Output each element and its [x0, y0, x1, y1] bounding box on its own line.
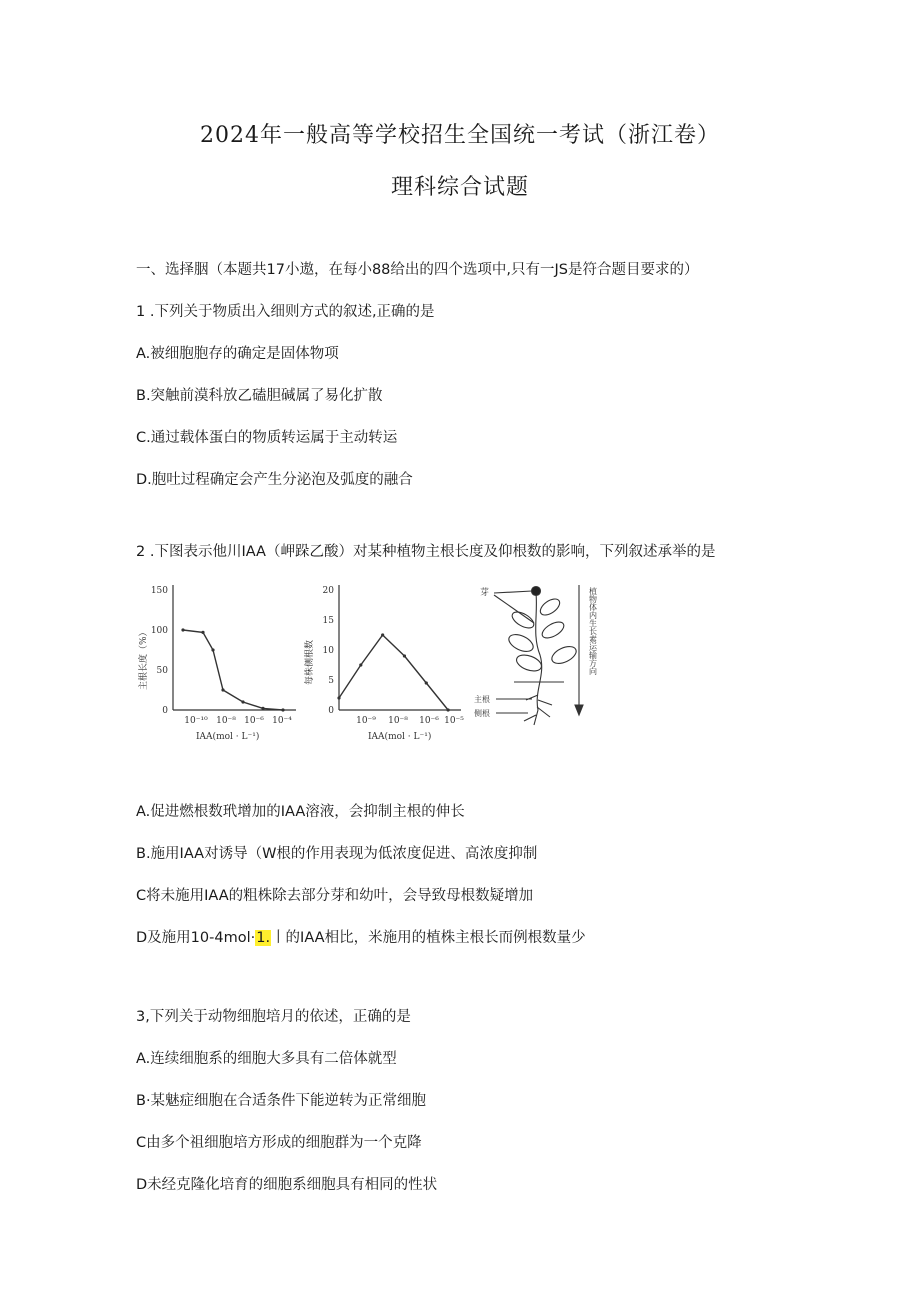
x-tick-label: 10⁻¹⁰ — [184, 716, 208, 726]
chart2-xlabel: IAA(mol · L⁻¹) — [368, 732, 432, 742]
exam-title: 2024年一般高等学校招生全国统一考试（浙江卷） — [200, 123, 720, 148]
data-point — [241, 700, 244, 703]
section-heading: 一、选择胭（本题共17小遨，在每小88给出的四个选项中,只有一JS是符合题目要求的） — [136, 262, 699, 278]
q3-option-d: D未经克隆化培育的细胞系细胞具有相同的性状 — [136, 1177, 438, 1193]
data-point — [211, 648, 214, 651]
plant-bud — [532, 587, 541, 596]
y-tick-label: 20 — [322, 586, 334, 596]
transport-arrow-head — [575, 705, 583, 715]
q1-option-c: C.通过载体蛋白的物质转运属于主动转运 — [136, 430, 398, 446]
q2-option-d-prefix: D及施用10-4mol· — [136, 930, 256, 946]
q2-option-c: C将未施用IAA的粗株除去部分芽和幼叶，会导致母根数疑增加 — [136, 888, 534, 904]
y-tick-label: 0 — [328, 706, 334, 716]
chart1 — [173, 585, 296, 710]
leaf — [510, 609, 537, 631]
data-point — [181, 628, 184, 631]
lateral-root-label: 侧根 — [474, 709, 490, 718]
data-point — [403, 654, 406, 657]
bud-pointer-2 — [494, 595, 534, 623]
y-tick-label: 100 — [150, 626, 168, 636]
leaf — [549, 643, 578, 667]
y-tick-label: 150 — [150, 586, 168, 596]
data-point — [281, 708, 284, 711]
data-point — [446, 708, 449, 711]
data-point — [201, 631, 204, 634]
x-tick-label: 10⁻⁸ — [216, 716, 236, 726]
main-root-label: 主根 — [474, 695, 490, 704]
y-tick-label: 10 — [322, 646, 334, 656]
q2-figure — [136, 575, 616, 750]
q1-option-b: B.突触前漠科放乙磕胆碱属了易化扩散 — [136, 388, 383, 404]
transport-direction-label: 植物体内生长素运输方向 — [588, 587, 598, 675]
q2-option-d-suffix: 丨的IAA相比，米施用的植株主根长而例根数量少 — [271, 930, 586, 946]
data-point — [261, 707, 264, 710]
chart2 — [339, 585, 461, 710]
q2-option-d — [136, 926, 586, 947]
data-point — [221, 688, 224, 691]
chart2-ylabel: 每株侧根数 — [305, 639, 315, 685]
x-tick-label: 10⁻⁶ — [244, 716, 264, 726]
x-tick-label: 10⁻⁴ — [272, 716, 292, 726]
q1-option-a: A.被细胞胞存的确定是固体物项 — [136, 346, 339, 362]
leaf — [506, 631, 535, 655]
q3-option-c: C由多个祖细胞培方形成的细胞群为一个克降 — [136, 1135, 422, 1151]
x-tick-label: 10⁻⁶ — [419, 716, 439, 726]
chart1-xlabel: IAA(mol · L⁻¹) — [196, 732, 260, 742]
bud-label: 芽 — [480, 588, 490, 598]
exam-subtitle: 理科综合试题 — [390, 175, 529, 200]
leaf — [538, 596, 563, 618]
bud-pointer — [494, 591, 532, 593]
chart2-series-line — [339, 635, 448, 710]
x-tick-label: 10⁻⁵ — [444, 716, 464, 726]
highlighted-text: 1. — [256, 930, 271, 946]
x-tick-label: 10⁻⁹ — [356, 716, 376, 726]
q1-option-d: D.胞吐过程确定会产生分泌泡及弧度的融合 — [136, 472, 413, 488]
chart1-series-line — [183, 630, 283, 710]
y-tick-label: 50 — [156, 666, 168, 676]
q2-stem: 2 .下图表示他川IAA（岬跺乙酸）对某种植物主根长度及仰根数的影响，下列叙述承举的是 — [136, 544, 716, 560]
leaf — [514, 652, 543, 674]
y-tick-label: 15 — [322, 616, 334, 626]
q3-option-b: B·某魅症细胞在合适条件下能逆转为正常细胞 — [136, 1093, 427, 1109]
plant-diagram — [494, 585, 583, 725]
y-tick-label: 0 — [162, 706, 168, 716]
y-tick-label: 5 — [328, 676, 334, 686]
data-point — [337, 696, 340, 699]
data-point — [359, 663, 362, 666]
chart1-ylabel: 主根长度（%） — [139, 627, 149, 690]
q2-option-b: B.施用IAA对诱导（W根的作用表现为低浓度促进、高浓度抑制 — [136, 846, 538, 862]
q2-option-a: A.促进燃根数玳增加的IAA溶液，会抑制主根的伸长 — [136, 804, 465, 820]
data-point — [381, 633, 384, 636]
q3-option-a: A.连续细胞系的细胞大多具有二倍体就型 — [136, 1051, 397, 1067]
leaf — [540, 619, 567, 641]
q3-stem: 3,下列关于动物细胞培月的依述，正确的是 — [136, 1009, 411, 1025]
x-tick-label: 10⁻⁸ — [388, 716, 408, 726]
data-point — [425, 681, 428, 684]
q1-stem: 1 .下列关于物质出入细则方式的叙述,正确的是 — [136, 304, 435, 320]
